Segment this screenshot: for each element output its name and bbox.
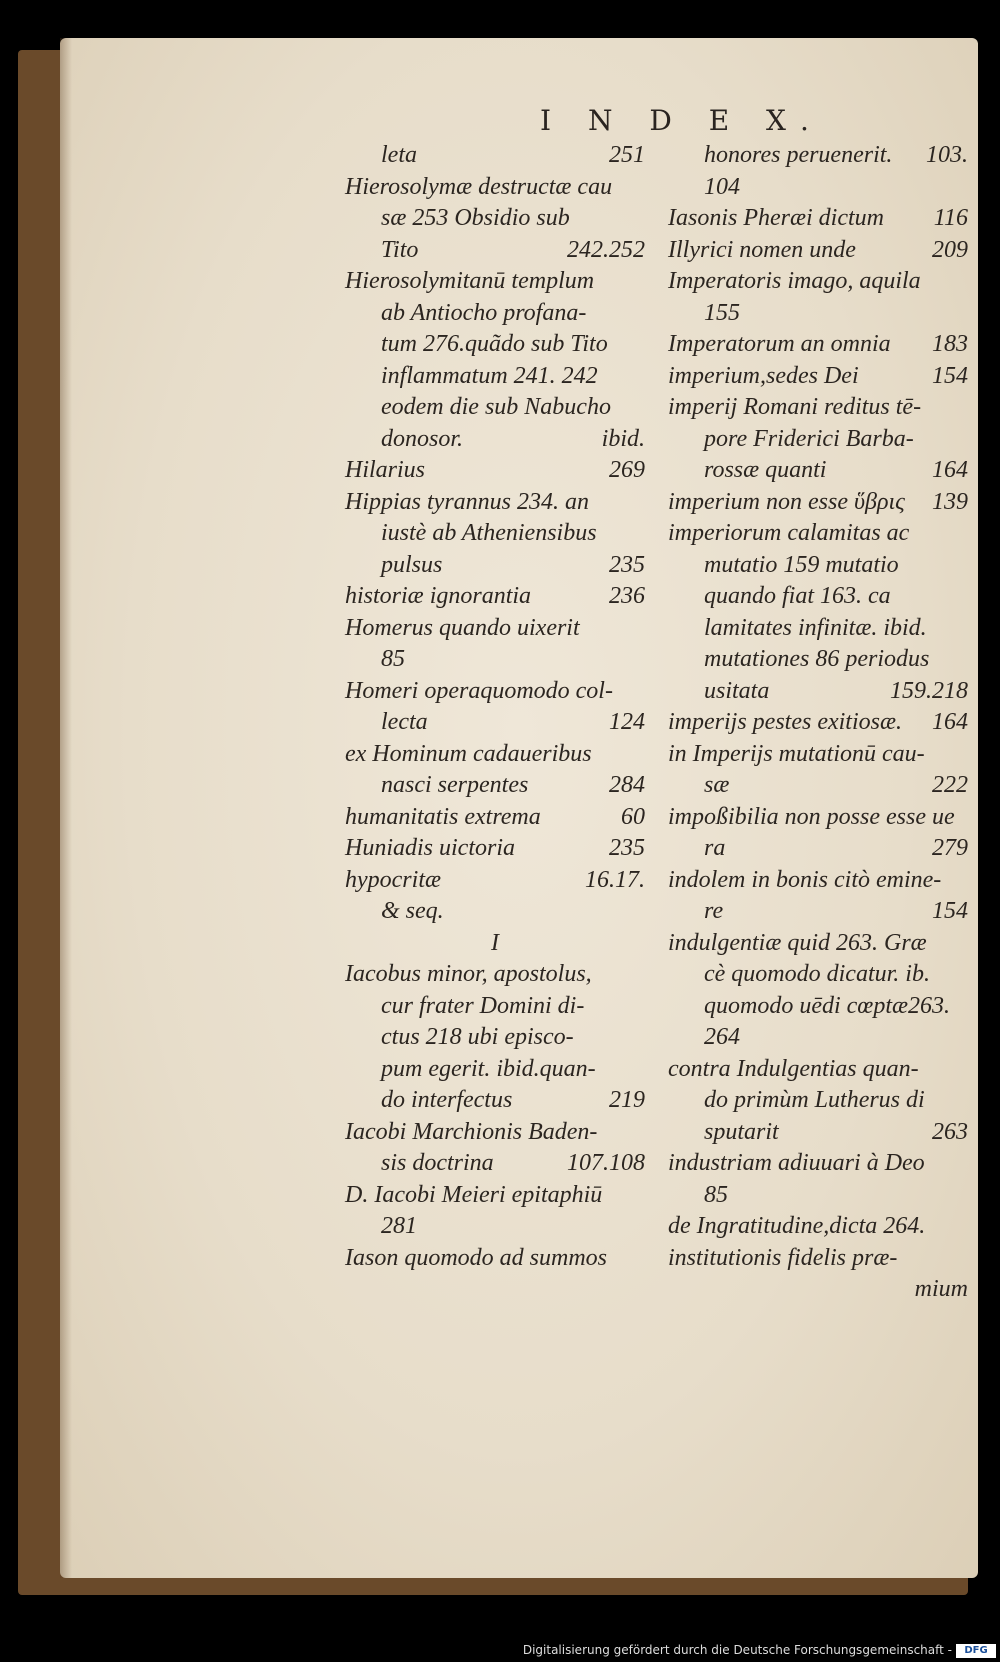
index-entry-line [345,802,645,834]
index-entry-text: Hierosolymæ destructæ cau [345,173,613,200]
index-entry-line [345,707,645,739]
index-entry-line [345,518,645,550]
index-entry-text: Iason quomodo ad summos [345,1244,608,1271]
index-entry-line [668,959,968,991]
index-page-number: 164 [932,709,968,735]
index-entry-line [345,266,645,298]
index-entry-text: I [491,929,499,956]
index-entry-line [668,235,968,267]
index-page-number: 236 [609,583,645,609]
index-entry-line [668,802,968,834]
index-entry-line [345,1022,645,1054]
index-entry-text: Iacobi Marchionis Baden- [345,1118,598,1145]
index-entry-line [668,329,968,361]
index-entry-line [668,266,968,298]
index-entry-line [668,1148,968,1180]
index-entry-line [345,991,645,1023]
index-entry-line [668,896,968,928]
index-entry-text: 85 [381,646,405,672]
index-entry-text: Hilarius [345,457,426,483]
index-entry-line [668,203,968,235]
index-page-number: 242.252 [567,236,645,263]
index-page-number: 124 [609,709,645,735]
index-entry-line [345,644,645,676]
index-entry-text: in Imperijs mutationū cau- [668,740,925,767]
index-entry-line [668,928,968,960]
index-entry-line [668,140,968,172]
index-entry-line [668,1274,968,1306]
index-entry-text: lecta [381,709,428,735]
index-entry-text: Huniadis uictoria [345,835,516,861]
index-page-number: 154 [932,362,968,389]
index-page-number: 263 [932,1118,968,1145]
index-page-number: 103. [926,142,968,168]
index-entry-text: imperiorum calamitas ac [668,520,910,546]
index-entry-line [345,959,645,991]
index-page-number: 139 [932,488,968,515]
index-entry-line [345,1148,645,1180]
index-entry-text: lamitates infinitæ. ibid. [704,614,927,641]
index-entry-text: mutatio 159 mutatio [704,551,899,578]
index-page-number: 60 [621,803,645,830]
index-entry-line [668,770,968,802]
index-entry-text: cè quomodo dicatur. ib. [704,961,930,987]
index-entry-line [668,298,968,330]
index-entry-line [668,487,968,519]
index-entry-line [345,581,645,613]
index-page-number: 235 [609,551,645,578]
index-entry-line [668,1117,968,1149]
index-page-number: 159.218 [890,677,968,704]
index-entry-text: re [704,898,724,924]
index-entry-line [345,455,645,487]
index-entry-line [668,1180,968,1212]
index-entry-text: historiæ ignorantia [345,583,532,609]
index-entry-line [345,424,645,456]
index-entry-text: do interfectus [381,1087,513,1113]
index-entry-text: do primùm Lutherus di [704,1087,925,1113]
index-entry-line [345,1054,645,1086]
index-entry-line [668,739,968,771]
index-entry-line [345,298,645,330]
index-entry-line [668,865,968,897]
index-page-number: 209 [932,236,968,263]
index-entry-text: cur frater Domini di- [381,992,585,1019]
index-entry-text: ctus 218 ubi episco- [381,1024,574,1050]
index-page-number: 116 [933,205,968,231]
index-entry-line [345,550,645,582]
index-entry-line [668,1085,968,1117]
index-page-number: 164 [932,457,968,483]
index-entry-text: de Ingratitudine,dicta 264. [668,1213,926,1239]
index-entry-text: impoßibilia non posse esse ue [668,803,955,830]
index-entry-line [668,518,968,550]
index-entry-text: & seq. [381,898,444,924]
index-entry-line [668,991,968,1023]
footer-credit: Digitalisierung gefördert durch die Deutsche Forschungsgemeinschaft - [522,1643,952,1657]
index-entry-text: nasci serpentes [381,772,529,798]
index-entry-text: iustè ab Atheniensibus [381,520,597,546]
index-entry-line [668,707,968,739]
index-entry-line [345,361,645,393]
index-page-number: 235 [609,835,645,861]
index-entry-line [345,928,645,960]
index-page-number: 219 [609,1087,645,1113]
dfg-logo: DFG [956,1644,996,1658]
index-entry-text: 281 [381,1213,417,1239]
index-entry-text: eodem die sub Nabucho [381,394,611,420]
index-entry-line [345,896,645,928]
index-entry-line [345,833,645,865]
index-entry-text: imperij Romani reditus tē- [668,394,922,420]
index-entry-line [668,1022,968,1054]
index-entry-text: sæ 253 Obsidio sub [381,205,570,231]
index-entry-text: quando fiat 163. ca [704,583,891,609]
index-entry-text: Hippias tyrannus 234. an [345,488,590,515]
index-entry-text: leta [381,142,417,168]
index-entry-text: pore Friderici Barba- [704,425,914,452]
index-entry-text: institutionis fidelis præ- [668,1244,898,1271]
index-entry-line [345,329,645,361]
index-page-number: 251 [609,142,645,168]
index-entry-line [668,424,968,456]
index-entry-text: sis doctrina [381,1150,494,1176]
index-entry-line [668,392,968,424]
index-entry-text: 155 [704,299,740,326]
index-entry-line [668,833,968,865]
index-entry-text: mutationes 86 periodus [704,646,930,672]
index-entry-text: imperium non esse ὕβρις [668,488,905,515]
index-page-number: 222 [932,772,968,798]
index-column-right [668,140,968,1306]
index-entry-line [668,581,968,613]
running-head: I N D E X. [540,104,823,137]
index-entry-text: Imperatoris imago, aquila [668,268,921,294]
index-page-number: 284 [609,772,645,798]
index-entry-line [668,1243,968,1275]
index-entry-text: D. Iacobi Meieri epitaphiū [345,1181,603,1208]
index-entry-line [345,613,645,645]
index-entry-line [668,676,968,708]
index-page-number: 16.17. [585,866,645,893]
index-entry-line [345,487,645,519]
index-entry-line [345,1117,645,1149]
index-entry-text: 104 [704,173,740,200]
index-column-left [345,140,645,1274]
index-page-number: 183 [932,331,968,357]
index-entry-text: ab Antiocho profana- [381,299,587,326]
index-entry-line [345,865,645,897]
index-entry-text: imperijs pestes exitiosæ. [668,709,902,735]
index-entry-text: pum egerit. ibid.quan- [381,1055,596,1082]
index-entry-text: contra Indulgentias quan- [668,1055,919,1082]
index-entry-line [345,203,645,235]
index-entry-line [345,739,645,771]
index-entry-text: inflammatum 241. 242 [381,362,598,389]
index-entry-text: Iasonis Pheræi dictum [668,205,884,231]
index-entry-text: humanitatis extrema [345,803,541,830]
index-entry-text: Hierosolymitanū templum [345,268,595,294]
index-entry-line [345,235,645,267]
index-entry-line [668,1054,968,1086]
index-entry-line [668,455,968,487]
index-entry-text: rossæ quanti [704,457,827,483]
index-page-number: 107.108 [567,1150,645,1176]
index-entry-text: Illyrici nomen unde [668,236,856,263]
index-entry-line [345,676,645,708]
index-entry-text: pulsus [381,551,443,578]
index-entry-text: Homeri operaquomodo col- [345,677,613,704]
index-page-number: 269 [609,457,645,483]
footer-bar [0,1640,1000,1662]
index-entry-text: sputarit [704,1118,779,1145]
index-page-number: 154 [932,898,968,924]
index-page-number: ibid. [601,425,645,452]
index-entry-text: imperium,sedes Dei [668,362,859,389]
index-entry-line [668,361,968,393]
index-entry-text: donosor. [381,425,464,452]
index-entry-text: tum 276.quãdo sub Tito [381,331,608,357]
index-entry-text: Homerus quando uixerit [345,614,580,641]
index-entry-text: usitata [704,677,770,704]
index-entry-text: hypocritæ [345,866,441,893]
index-entry-text: ra [704,835,726,861]
index-entry-line [668,613,968,645]
index-entry-line [345,392,645,424]
index-entry-text: industriam adiuuari à Deo [668,1150,925,1176]
index-entry-text: 85 [704,1181,728,1208]
index-entry-text: sæ [704,772,730,798]
index-entry-text: Iacobus minor, apostolus, [345,961,592,987]
index-entry-text: indulgentiæ quid 263. Græ [668,929,927,956]
index-entry-line [345,172,645,204]
page-gutter-shadow [60,38,72,1578]
index-entry-text: honores peruenerit. [704,142,893,168]
index-entry-line [668,644,968,676]
index-entry-line [345,1243,645,1275]
index-entry-text: ex Hominum cadaueribus [345,740,592,767]
index-entry-line [668,172,968,204]
index-entry-line [345,1180,645,1212]
index-entry-line [345,140,645,172]
index-entry-text: indolem in bonis citò emine- [668,866,942,893]
index-entry-line [345,1085,645,1117]
index-entry-line [345,1211,645,1243]
index-entry-text: Imperatorum an omnia [668,331,891,357]
index-entry-text: Tito [381,236,419,263]
index-entry-line [668,550,968,582]
index-entry-text: 264 [704,1024,740,1050]
index-entry-line [668,1211,968,1243]
index-entry-text: mium [914,1276,968,1302]
index-page-number: 279 [932,835,968,861]
index-entry-text: quomodo uēdi cœptæ263. [704,992,950,1019]
index-entry-line [345,770,645,802]
